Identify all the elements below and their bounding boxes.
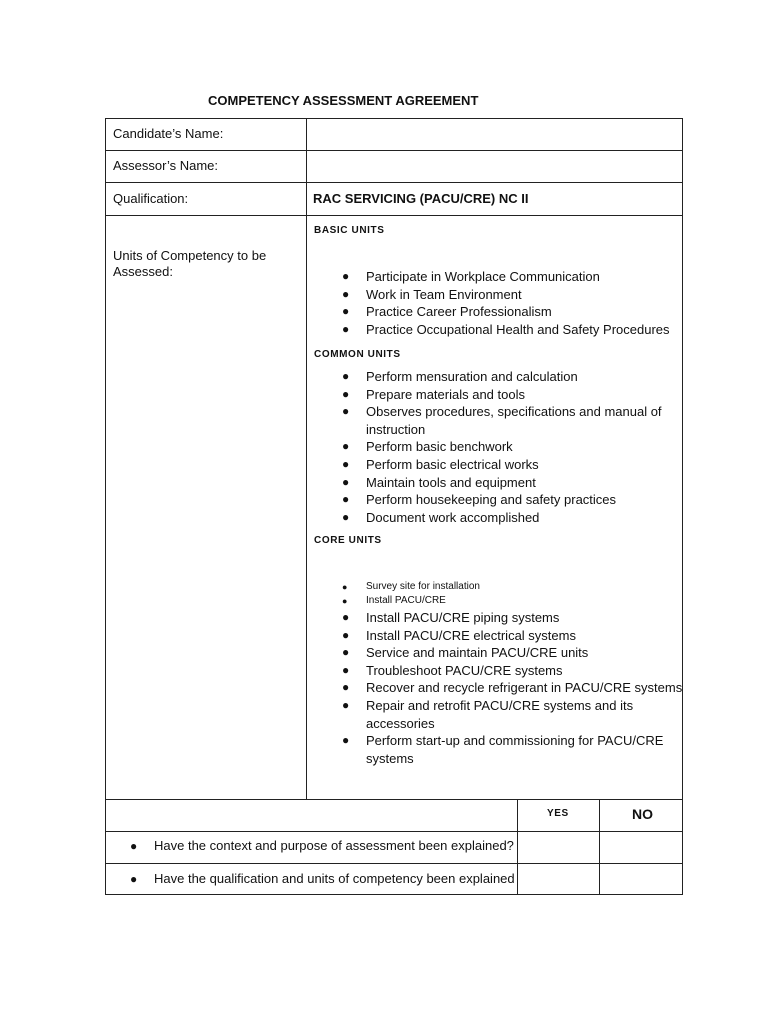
list-item: ● Participate in Workplace Communication bbox=[342, 269, 600, 284]
basic-units-heading: BASIC UNITS bbox=[314, 225, 385, 236]
bullet-icon: ● bbox=[342, 386, 350, 401]
table-border-bottom bbox=[105, 894, 683, 895]
qualification-label: Qualification: bbox=[113, 191, 189, 206]
assessor-name-field[interactable] bbox=[310, 154, 678, 178]
list-item: ● Prepare materials and tools bbox=[342, 386, 525, 402]
list-item: ● Work in Team Environment bbox=[342, 286, 522, 302]
bullet-icon: ● bbox=[342, 596, 348, 606]
list-item: ● Troubleshoot PACU/CRE systems bbox=[342, 662, 563, 678]
table-column-divider bbox=[306, 118, 307, 799]
list-item: ● Install PACU/CRE bbox=[342, 595, 446, 606]
bullet-icon: ● bbox=[342, 369, 350, 383]
bullet-icon: ● bbox=[342, 662, 350, 677]
bullet-icon: ● bbox=[342, 439, 350, 454]
question-1-yes-cell[interactable] bbox=[519, 833, 598, 862]
list-item: ● Perform basic benchwork bbox=[342, 439, 513, 455]
bullet-icon: ● bbox=[342, 456, 350, 471]
core-units-small-list bbox=[342, 580, 480, 608]
list-item: ● Practice Occupational Health and Safety Procedures bbox=[342, 321, 670, 337]
candidate-name-field[interactable] bbox=[310, 122, 678, 146]
list-item: ● Perform mensuration and calculation bbox=[342, 369, 578, 384]
list-item: ● Install PACU/CRE piping systems bbox=[342, 610, 560, 625]
bullet-icon: ● bbox=[342, 680, 350, 695]
candidate-name-label: Candidate’s Name: bbox=[113, 126, 224, 141]
list-item-continuation: systems bbox=[366, 750, 414, 766]
list-item-continuation: instruction bbox=[366, 421, 426, 437]
table-column-divider bbox=[517, 799, 518, 895]
list-item-continuation: accessories bbox=[366, 715, 435, 731]
list-item: ● Perform basic electrical works bbox=[342, 456, 539, 472]
list-item: ● Perform start-up and commissioning for PACU/CRE bbox=[342, 733, 664, 749]
bullet-icon: ● bbox=[342, 610, 350, 624]
assessor-name-label: Assessor’s Name: bbox=[113, 158, 218, 173]
bullet-icon: ● bbox=[130, 872, 138, 886]
list-item: ● Document work accomplished bbox=[342, 509, 540, 525]
units-label: Units of Competency to be bbox=[113, 248, 267, 263]
table-border-left bbox=[105, 118, 106, 895]
no-column-header: NO bbox=[632, 806, 653, 822]
table-divider bbox=[105, 831, 683, 832]
core-units-list bbox=[342, 609, 683, 767]
list-item: ● Repair and retrofit PACU/CRE systems and its bbox=[342, 697, 634, 713]
bullet-icon: ● bbox=[342, 492, 350, 507]
question-2-no-cell[interactable] bbox=[601, 865, 681, 893]
bullet-icon: ● bbox=[342, 286, 350, 301]
bullet-icon: ● bbox=[342, 582, 348, 592]
document-title: COMPETENCY ASSESSMENT AGREEMENT bbox=[208, 93, 479, 108]
question-2-yes-cell[interactable] bbox=[519, 865, 598, 893]
bullet-icon: ● bbox=[342, 474, 350, 489]
qualification-value: RAC SERVICING (PACU/CRE) NC II bbox=[313, 191, 529, 206]
question-1: Have the context and purpose of assessment been explained? bbox=[154, 838, 514, 853]
list-item: ● Maintain tools and equipment bbox=[342, 474, 536, 490]
units-label: Assessed: bbox=[113, 264, 173, 279]
bullet-icon: ● bbox=[342, 733, 350, 748]
bullet-icon: ● bbox=[342, 321, 350, 336]
table-divider bbox=[105, 863, 683, 864]
bullet-icon: ● bbox=[342, 509, 350, 524]
bullet-icon: ● bbox=[342, 269, 350, 283]
bullet-icon: ● bbox=[130, 839, 138, 853]
list-item: ● Practice Career Professionalism bbox=[342, 304, 552, 320]
table-divider bbox=[105, 799, 683, 800]
list-item: ● Survey site for installation bbox=[342, 581, 480, 592]
list-item: ● Install PACU/CRE electrical systems bbox=[342, 627, 576, 643]
yes-column-header: YES bbox=[547, 808, 569, 819]
bullet-icon: ● bbox=[342, 645, 350, 660]
bullet-icon: ● bbox=[342, 627, 350, 642]
bullet-icon: ● bbox=[342, 304, 350, 319]
table-border-top bbox=[105, 118, 683, 119]
bullet-icon: ● bbox=[342, 404, 350, 419]
table-column-divider bbox=[599, 799, 600, 895]
table-divider bbox=[105, 215, 683, 216]
list-item: ● Service and maintain PACU/CRE units bbox=[342, 645, 589, 661]
list-item: ● Observes procedures, specifications and manual of bbox=[342, 404, 662, 420]
core-units-heading: CORE UNITS bbox=[314, 535, 382, 546]
basic-units-list bbox=[342, 268, 670, 338]
table-divider bbox=[105, 150, 683, 151]
table-divider bbox=[105, 182, 683, 183]
common-units-heading: COMMON UNITS bbox=[314, 349, 401, 360]
question-2: Have the qualification and units of competency been explained bbox=[154, 871, 515, 886]
table-border-right bbox=[682, 118, 683, 895]
common-units-list bbox=[342, 368, 662, 526]
list-item: ● Perform housekeeping and safety practices bbox=[342, 492, 617, 508]
list-item: ● Recover and recycle refrigerant in PACU/CRE systems bbox=[342, 680, 683, 696]
question-1-no-cell[interactable] bbox=[601, 833, 681, 862]
bullet-icon: ● bbox=[342, 697, 350, 712]
